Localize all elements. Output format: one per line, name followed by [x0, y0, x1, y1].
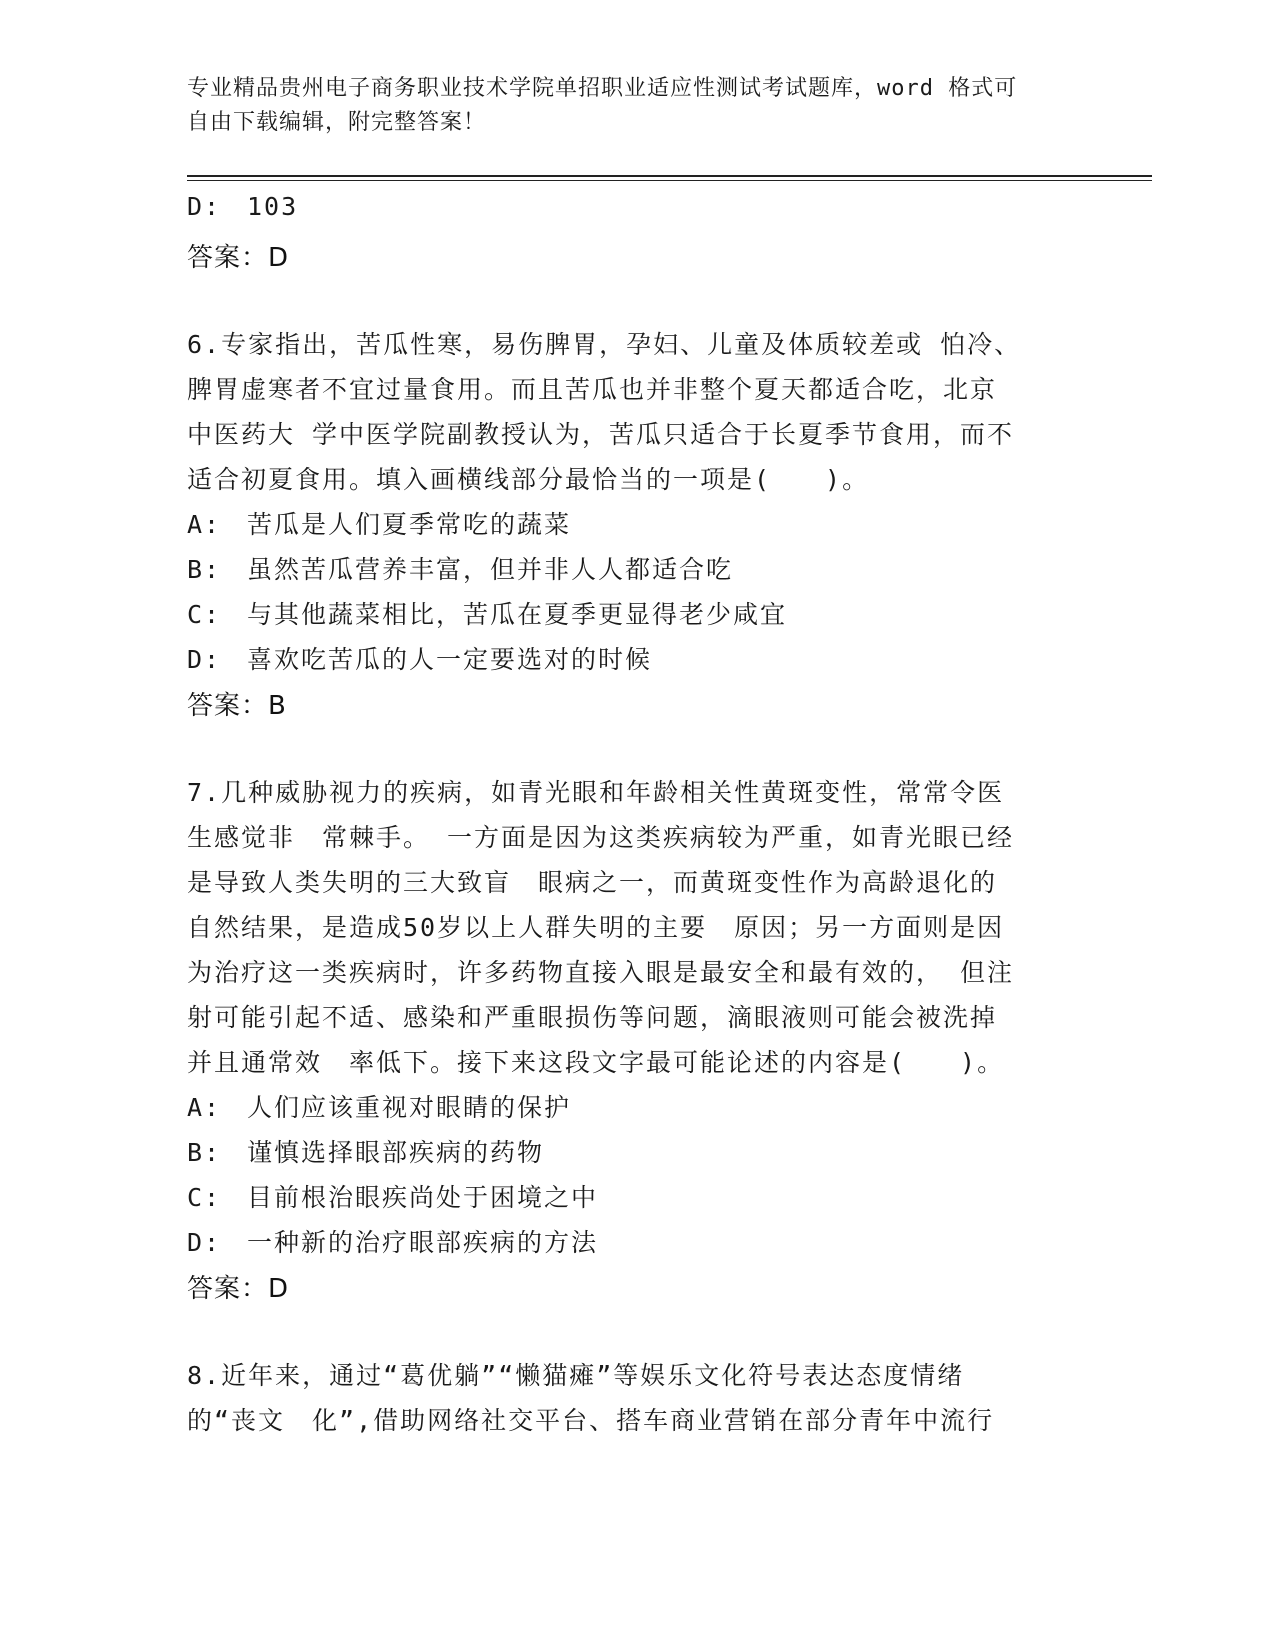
q8-stem-line-2: 的“丧文 化”,借助网络社交平台、搭车商业营销在部分青年中流行	[187, 1406, 995, 1435]
q6-option-b	[187, 550, 733, 586]
header-line-1: 专业精品贵州电子商务职业技术学院单招职业适应性测试考试题库，word 格式可	[187, 76, 1018, 101]
header-divider-thick	[187, 175, 1152, 177]
q7-option-a	[187, 1088, 571, 1124]
option-text: 苦瓜是人们夏季常吃的蔬菜	[247, 510, 572, 539]
q7-option-b	[187, 1133, 544, 1169]
option-letter: A:	[187, 1093, 222, 1122]
q6-stem-line-2: 脾胃虚寒者不宜过量食用。而且苦瓜也并非整个夏天都适合吃，北京	[187, 375, 998, 404]
q6-stem-line-4: 适合初夏食用。填入画横线部分最恰当的一项是( )。	[187, 465, 870, 494]
option-letter: D:	[187, 645, 222, 674]
header-line-2: 自由下载编辑，附完整答案！	[187, 110, 487, 135]
header-divider-thin	[187, 180, 1152, 181]
q7-stem-line-2: 生感觉非 常棘手。 一方面是因为这类疾病较为严重，如青光眼已经	[187, 823, 1015, 852]
option-letter: B:	[187, 1138, 222, 1167]
option-text: 与其他蔬菜相比，苦瓜在夏季更显得老少咸宜	[247, 600, 788, 629]
q8-stem-line-1: 8.近年来，通过“葛优躺”“懒猫瘫”等娱乐文化符号表达态度情绪	[187, 1361, 965, 1390]
q6-option-c	[187, 595, 787, 631]
option-letter: D:	[187, 1228, 222, 1257]
q6-stem-line-3: 中医药大 学中医学院副教授认为，苦瓜只适合于长夏季节食用，而不	[187, 420, 1015, 449]
option-letter: A:	[187, 510, 222, 539]
q7-answer: 答案：D	[187, 1274, 290, 1304]
q5-option-d	[187, 192, 298, 221]
q7-stem-line-3: 是导致人类失明的三大致盲 眼病之一，而黄斑变性作为高龄退化的	[187, 868, 998, 897]
option-text: 虽然苦瓜营养丰富，但并非人人都适合吃	[247, 555, 734, 584]
option-text: 人们应该重视对眼睛的保护	[247, 1093, 572, 1122]
q6-stem-line-1: 6.专家指出，苦瓜性寒，易伤脾胃，孕妇、儿童及体质较差或 怕冷、	[187, 330, 1022, 359]
q5-answer: 答案：D	[187, 243, 290, 273]
option-text: 103	[247, 192, 299, 221]
option-text: 喜欢吃苦瓜的人一定要选对的时候	[247, 645, 653, 674]
q7-stem-line-7: 并且通常效 率低下。接下来这段文字最可能论述的内容是( )。	[187, 1048, 1005, 1077]
q7-stem-line-4: 自然结果，是造成50岁以上人群失明的主要 原因；另一方面则是因	[187, 913, 1005, 942]
q7-option-c	[187, 1178, 598, 1214]
option-text: 一种新的治疗眼部疾病的方法	[247, 1228, 599, 1257]
option-letter: D:	[187, 192, 222, 221]
q6-option-d	[187, 640, 652, 676]
q7-stem-line-1: 7.几种威胁视力的疾病，如青光眼和年龄相关性黄斑变性，常常令医	[187, 778, 1005, 807]
q6-option-a	[187, 505, 571, 541]
q7-stem-line-6: 射可能引起不适、感染和严重眼损伤等问题，滴眼液则可能会被洗掉	[187, 1003, 998, 1032]
q7-stem-line-5: 为治疗这一类疾病时，许多药物直接入眼是最安全和最有效的， 但注	[187, 958, 1015, 987]
page-header	[187, 72, 1087, 140]
option-text: 谨慎选择眼部疾病的药物	[247, 1138, 545, 1167]
q6-answer: 答案：B	[187, 691, 287, 721]
option-text: 目前根治眼疾尚处于困境之中	[247, 1183, 599, 1212]
q7-option-d	[187, 1223, 598, 1259]
option-letter: B:	[187, 555, 222, 584]
option-letter: C:	[187, 1183, 222, 1212]
option-letter: C:	[187, 600, 222, 629]
